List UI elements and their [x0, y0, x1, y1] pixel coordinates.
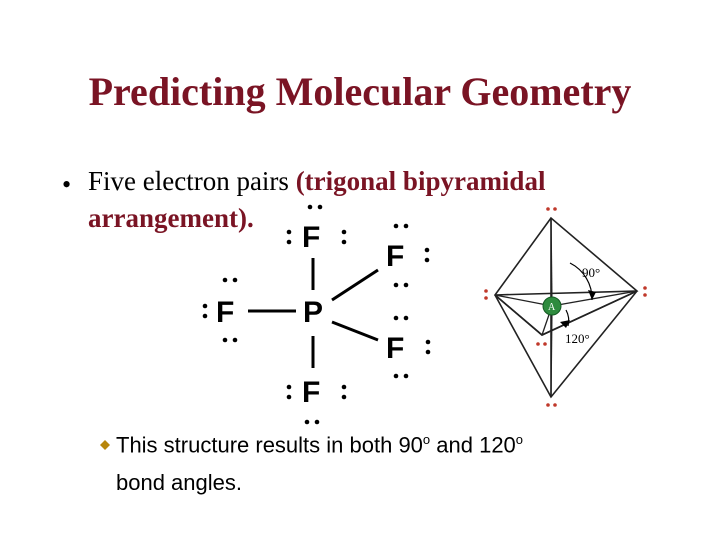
- sub-text-a: This structure results in both 90: [116, 432, 423, 458]
- bipyramid-edges: [495, 218, 637, 397]
- fluorine-top: F: [302, 221, 321, 254]
- angle-label-120: 120°: [565, 331, 590, 346]
- sub-text-b: and 120: [430, 432, 516, 458]
- fluorine-left: F: [216, 296, 235, 329]
- bullet-text: Five electron pairs: [88, 166, 296, 196]
- sub-bullet-line-2: bond angles.: [116, 470, 242, 495]
- slide-title: Predicting Molecular Geometry: [88, 69, 632, 114]
- bullet-highlight-1: (trigonal bipyramidal: [295, 166, 546, 196]
- degree-sup-2: o: [515, 432, 524, 447]
- bullet-marker: •: [62, 170, 72, 199]
- center-bonds: [495, 218, 637, 397]
- degree-sup-1: o: [422, 432, 431, 447]
- sub-bullet-line-1: [116, 432, 523, 458]
- angle-label-90: 90°: [582, 265, 601, 280]
- central-atom-label: A: [548, 302, 556, 313]
- sub-bullet-icon: [100, 440, 110, 450]
- fluorine-bottom: F: [302, 376, 321, 409]
- central-atom: P: [303, 296, 324, 329]
- bullet-highlight-2: arrangement).: [88, 203, 254, 233]
- fluorine-lower-right: F: [386, 332, 405, 365]
- fluorine-upper-right: F: [386, 240, 405, 273]
